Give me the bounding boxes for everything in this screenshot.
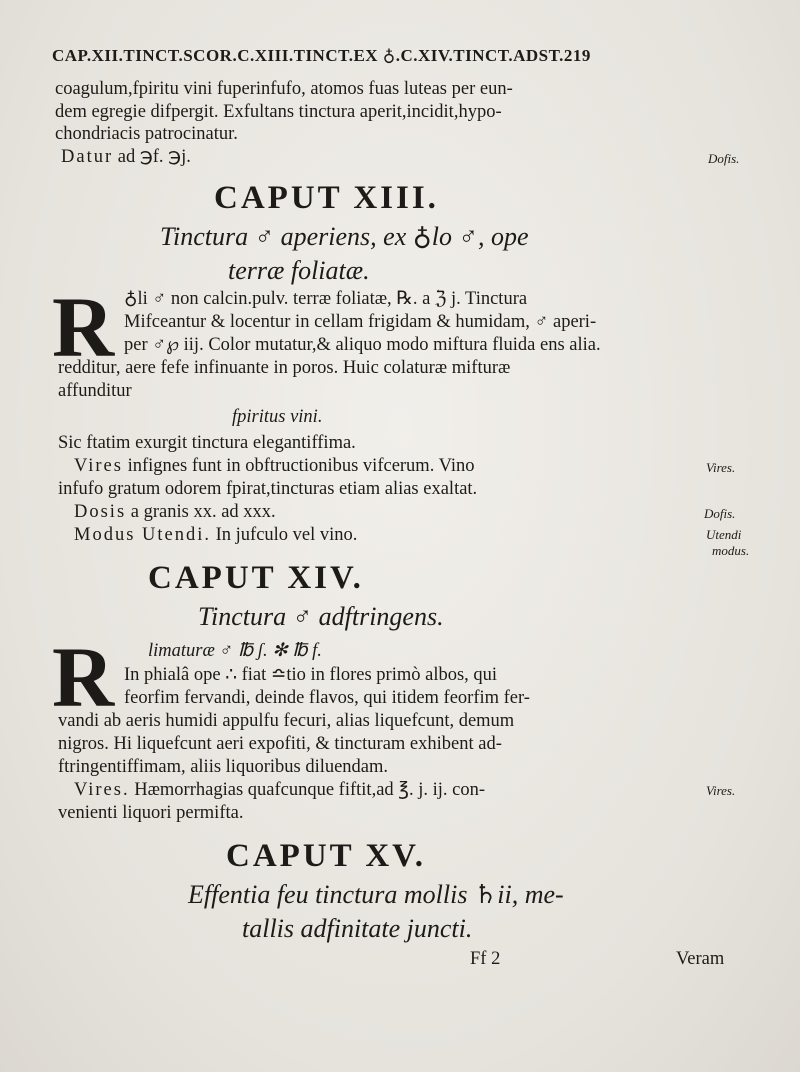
chapter-title-14: Tinctura ♂ adftringens. — [198, 602, 444, 631]
intro-paragraph — [55, 78, 513, 168]
chapter-heading-15: CAPUT XV. — [226, 838, 426, 874]
recipe-line: In phialâ ope ∴ fiat ≏tio in flores primò albos, qui — [124, 665, 498, 685]
recipe-ingredient: fpiritus vini. — [232, 407, 323, 427]
recipe-line: affunditur — [58, 381, 132, 401]
margin-note-vires: Vires. — [706, 460, 736, 475]
chapter-title-13-line1: Tinctura ♂ aperiens, ex ♁lo ♂, ope — [160, 222, 529, 251]
datur-label: Datur — [61, 146, 114, 167]
chapter-title-15-line2: tallis adfinitate juncti. — [242, 914, 473, 943]
vires-line — [74, 455, 475, 478]
intro-line: dem egregie difpergit. Exfultans tinctura aperit,incidit,hypo- — [55, 101, 502, 122]
drop-cap-r: R — [52, 629, 115, 725]
chapter-title-13-line2: terræ foliatæ. — [228, 256, 370, 285]
chapter-heading-13: CAPUT XIII. — [214, 180, 439, 216]
dosis-line — [74, 501, 276, 524]
datur-dose: ad ℈f. ℈j. — [117, 146, 191, 167]
modus-label: Modus Utendi. — [74, 525, 211, 545]
chapter-title-15-line1: Effentia feu tinctura mollis ♄ii, me- — [188, 880, 564, 909]
margin-note-vires-14: Vires. — [706, 783, 736, 798]
recipe-line: redditur, aere fefe infinuante in poros. Huic colaturæ mifturæ — [58, 358, 511, 378]
running-head: CAP.XII.TINCT.SCOR.C.XIII.TINCT.EX ♁.C.XIV.TINCT.ADST.219 — [52, 46, 591, 65]
dosis-label: Dosis — [74, 502, 127, 522]
recipe-line: vandi ab aeris humidi appulfu fecuri, alias liquefcunt, demum — [58, 711, 515, 731]
vires-label: Vires. — [74, 780, 130, 800]
vires-text: Hæmorrhagias quafcunque fiftit,ad ℥. j. ij. con- — [134, 780, 486, 800]
vires-continuation: venienti liquori permifta. — [58, 803, 244, 823]
margin-note-dosis: Dofis. — [708, 151, 740, 166]
intro-line: chondriacis patrocinatur. — [55, 124, 238, 144]
margin-note-utendi: Utendi — [706, 527, 742, 542]
vires-label: Vires — [74, 456, 123, 476]
margin-note-dosis-13: Dofis. — [704, 506, 736, 521]
recipe-line: Mifceantur & locentur in cellam frigidam & humidam, ♂ aperi- — [124, 312, 597, 332]
recipe-line: ♁li ♂ non calcin.pulv. terræ foliatæ, ℞. a ℨ j. Tinctura — [124, 289, 528, 309]
modus-text: In jufculo vel vino. — [215, 525, 358, 545]
dosis-text: a granis xx. ad xxx. — [130, 502, 276, 522]
recipe-line: feorfim fervandi, deinde flavos, qui itidem feorfim fer- — [124, 688, 530, 708]
recipe-line: limaturæ ♂ ℔ ʃ. ✻ ℔ f. — [148, 641, 322, 661]
chapter-heading-14: CAPUT XIV. — [148, 560, 364, 596]
vires-text: infignes funt in obftructionibus vifcerum. Vino — [127, 456, 475, 476]
vires-continuation: infufo gratum odorem fpirat,tincturas etiam alias exaltat. — [58, 479, 478, 499]
recipe-line: per ♂℘ iij. Color mutatur,& aliquo modo miftura fluida ens alia. — [124, 335, 601, 355]
vires-line — [74, 779, 485, 802]
margin-note-modus: modus. — [712, 543, 750, 558]
recipe-line: nigros. Hi liquefcunt aeri expofiti, & tincturam exhibent ad- — [58, 734, 502, 754]
drop-cap-r: R — [52, 279, 115, 375]
catchword: Veram — [676, 949, 725, 969]
intro-line: coagulum,fpiritu vini fuperinfufo, atomos fuas luteas per eun- — [55, 79, 513, 99]
recipe-line: Sic ftatim exurgit tinctura elegantiffima. — [58, 433, 356, 453]
datur-line — [55, 146, 513, 169]
recipe-line: ftringentiffimam, aliis liquoribus diluendam. — [58, 757, 389, 777]
modus-line — [74, 524, 357, 547]
signature-mark: Ff 2 — [470, 949, 501, 969]
